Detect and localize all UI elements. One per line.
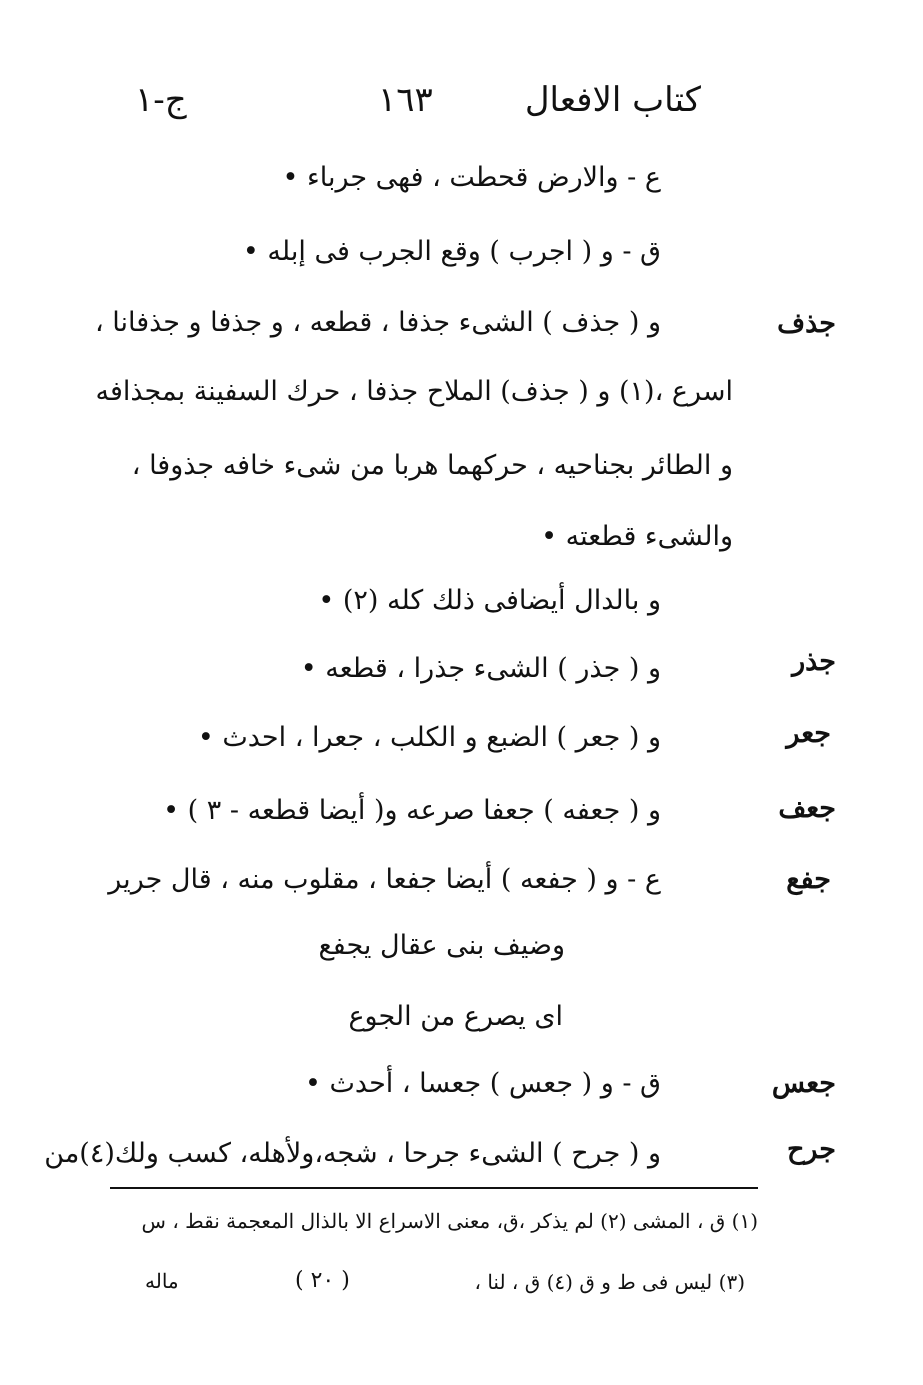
footnote-line-2: (٣) ليس فى ط و ق (٤) ق ، لنا ، <box>474 1270 745 1294</box>
text-line-10: و ( جعفه ) جعفا صرعه و( أيضا قطعه - ٣ ) • <box>163 795 661 826</box>
text-line-2: ق - و ( اجرب ) وقع الجرب فى إبله • <box>242 236 661 267</box>
root-word: جعر <box>786 718 831 749</box>
sheet-number: ( ٢٠ ) <box>295 1268 350 1293</box>
page-number: ١٦٣ <box>378 80 433 120</box>
root-word: جفع <box>786 864 831 895</box>
root-word: جذر <box>792 646 836 677</box>
footnote-line-1: (١) ق ، المشى (٢) لم يذكر ،ق، معنى الاسراع الا بالذال المعجمة نقط ، س <box>141 1209 758 1233</box>
text-line-7: و بالدال أيضافى ذلك كله (٢) • <box>318 585 661 616</box>
text-line-6: والشىء قطعته • <box>541 521 733 552</box>
footnote-rule <box>110 1187 758 1189</box>
book-title: كتاب الافعال <box>524 80 701 120</box>
text-line-1: ع - والارض قحطت ، فهى جرباء • <box>282 162 661 193</box>
text-line-14: ق - و ( جعس ) جعسا ، أحدث • <box>304 1068 661 1099</box>
text-line-15: و ( جرح ) الشىء جرحا ، شجه،ولأهله، كسب ولك(٤)من <box>44 1138 661 1169</box>
text-line-9: و ( جعر ) الضبع و الكلب ، جعرا ، احدث • <box>197 722 661 753</box>
root-word: جعس <box>771 1068 836 1099</box>
text-line-13: اى يصرع من الجوع <box>348 1001 563 1032</box>
text-line-12: وضيف بنى عقال يجفع <box>318 930 565 961</box>
footnote-line-2-end: ماله <box>145 1269 179 1293</box>
text-line-4: اسرع ،(١) و ( جذف) الملاح جذفا ، حرك السفينة بمجذافه <box>95 376 733 407</box>
root-word: جذف <box>777 308 836 339</box>
root-word: جعف <box>778 793 836 824</box>
text-line-5: و الطائر بجناحيه ، حركهما هربا من شىء خافه جذوفا ، <box>131 450 733 481</box>
text-line-8: و ( جذر ) الشىء جذرا ، قطعه • <box>300 653 661 684</box>
text-line-11: ع - و ( جفعه ) أيضا جفعا ، مقلوب منه ، قال جرير <box>108 864 661 895</box>
root-word: جرح <box>786 1134 836 1165</box>
text-line-3: و ( جذف ) الشىء جذفا ، قطعه ، و جذفا و جذفانا ، <box>94 307 661 338</box>
volume-label: ج-١ <box>135 80 187 120</box>
